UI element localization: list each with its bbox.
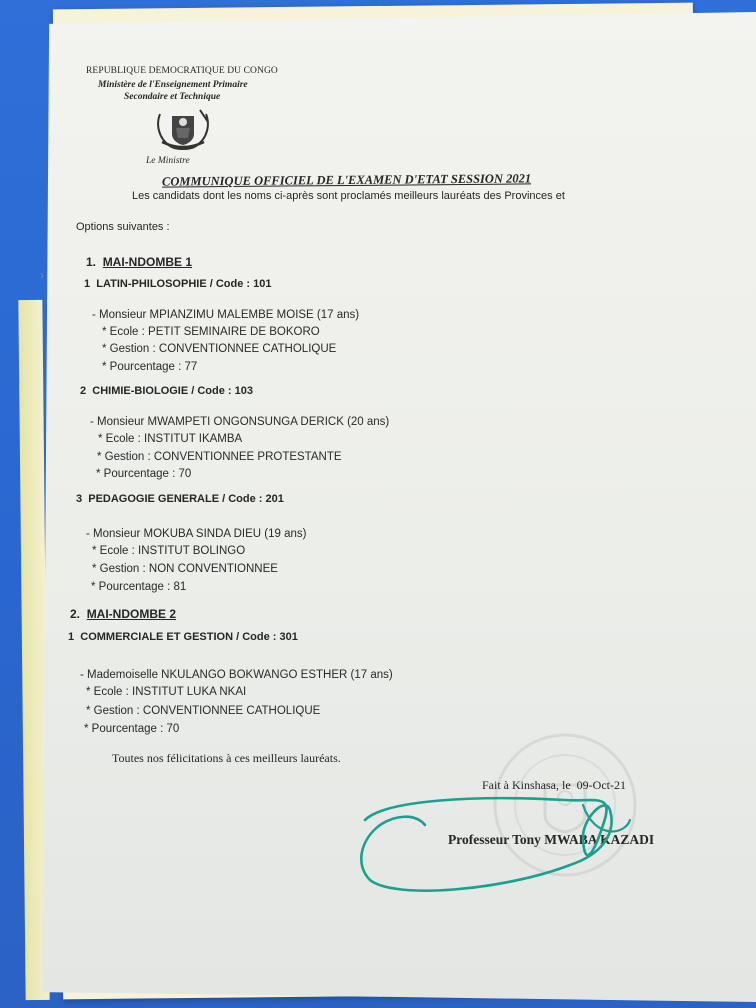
province-heading: [86, 255, 192, 269]
candidate-percentage: * Pourcentage : 81: [91, 581, 187, 593]
candidate-school: * Ecole : INSTITUT LUKA NKAI: [86, 686, 247, 698]
province-number: 1.: [86, 255, 97, 269]
candidate-name: - Mademoiselle NKULANGO BOKWANGO ESTHER (17 ans): [80, 669, 393, 681]
place-date-prefix: Fait à Kinshasa, le: [482, 778, 571, 792]
page-edge-mark: ›: [40, 268, 44, 282]
option-heading: [76, 493, 284, 505]
option-number: 3: [76, 493, 83, 505]
candidate-gestion: * Gestion : NON CONVENTIONNEE: [92, 563, 278, 575]
candidate-name: - Monsieur MWAMPETI ONGONSUNGA DERICK (20 ans): [90, 416, 390, 428]
province-heading: [70, 607, 176, 621]
candidate-percentage: * Pourcentage : 70: [96, 468, 192, 480]
candidate-gestion: * Gestion : CONVENTIONNEE PROTESTANTE: [97, 451, 342, 463]
document-title: COMMUNIQUE OFFICIEL DE L'EXAMEN D'ETAT SESSION 2021: [161, 171, 532, 189]
republic-header: REPUBLIQUE DEMOCRATIQUE DU CONGO: [86, 66, 278, 76]
intro-line-1: Les candidats dont les noms ci-après sont proclamés meilleurs lauréats des Provinces et: [132, 190, 565, 202]
candidate-name: - Monsieur MPIANZIMU MALEMBE MOISE (17 ans): [92, 309, 360, 321]
option-name: CHIMIE-BIOLOGIE / Code : 103: [92, 385, 253, 397]
option-name: COMMERCIALE ET GESTION / Code : 301: [80, 631, 298, 643]
option-number: 1: [84, 278, 91, 290]
option-number: 1: [68, 631, 75, 643]
option-heading: [84, 278, 271, 290]
candidate-name: - Monsieur MOKUBA SINDA DIEU (19 ans): [86, 528, 307, 540]
signatory-name: Professeur Tony MWABA KAZADI: [448, 832, 655, 847]
option-name: LATIN-PHILOSOPHIE / Code : 101: [96, 278, 272, 290]
province-number: 2.: [70, 607, 81, 621]
ministry-header-line2: Secondaire et Technique: [124, 92, 221, 102]
ministry-header-line1: Ministère de l'Enseignement Primaire: [98, 80, 248, 90]
le-ministre-label: Le Ministre: [146, 156, 190, 166]
candidate-gestion: * Gestion : CONVENTIONNEE CATHOLIQUE: [86, 705, 321, 717]
coat-of-arms-emblem: [152, 108, 214, 154]
congratulations-text: Toutes nos félicitations à ces meilleurs lauréats.: [112, 751, 341, 765]
option-heading: [80, 385, 253, 397]
intro-line-2: Options suivantes :: [76, 221, 170, 233]
option-number: 2: [80, 385, 87, 397]
handwritten-signature: [355, 780, 635, 905]
province-name: MAI-NDOMBE 1: [102, 255, 193, 269]
candidate-gestion: * Gestion : CONVENTIONNEE CATHOLIQUE: [102, 343, 337, 355]
option-name: PEDAGOGIE GENERALE / Code : 201: [88, 493, 284, 505]
candidate-school: * Ecole : INSTITUT IKAMBA: [98, 433, 243, 445]
candidate-percentage: * Pourcentage : 77: [102, 361, 198, 373]
candidate-school: * Ecole : INSTITUT BOLINGO: [92, 545, 246, 557]
candidate-percentage: * Pourcentage : 70: [84, 723, 180, 735]
province-name: MAI-NDOMBE 2: [86, 607, 177, 621]
option-heading: [68, 631, 298, 643]
candidate-school: * Ecole : PETIT SEMINAIRE DE BOKORO: [102, 326, 320, 338]
date-value: 09-Oct-21: [576, 778, 626, 792]
